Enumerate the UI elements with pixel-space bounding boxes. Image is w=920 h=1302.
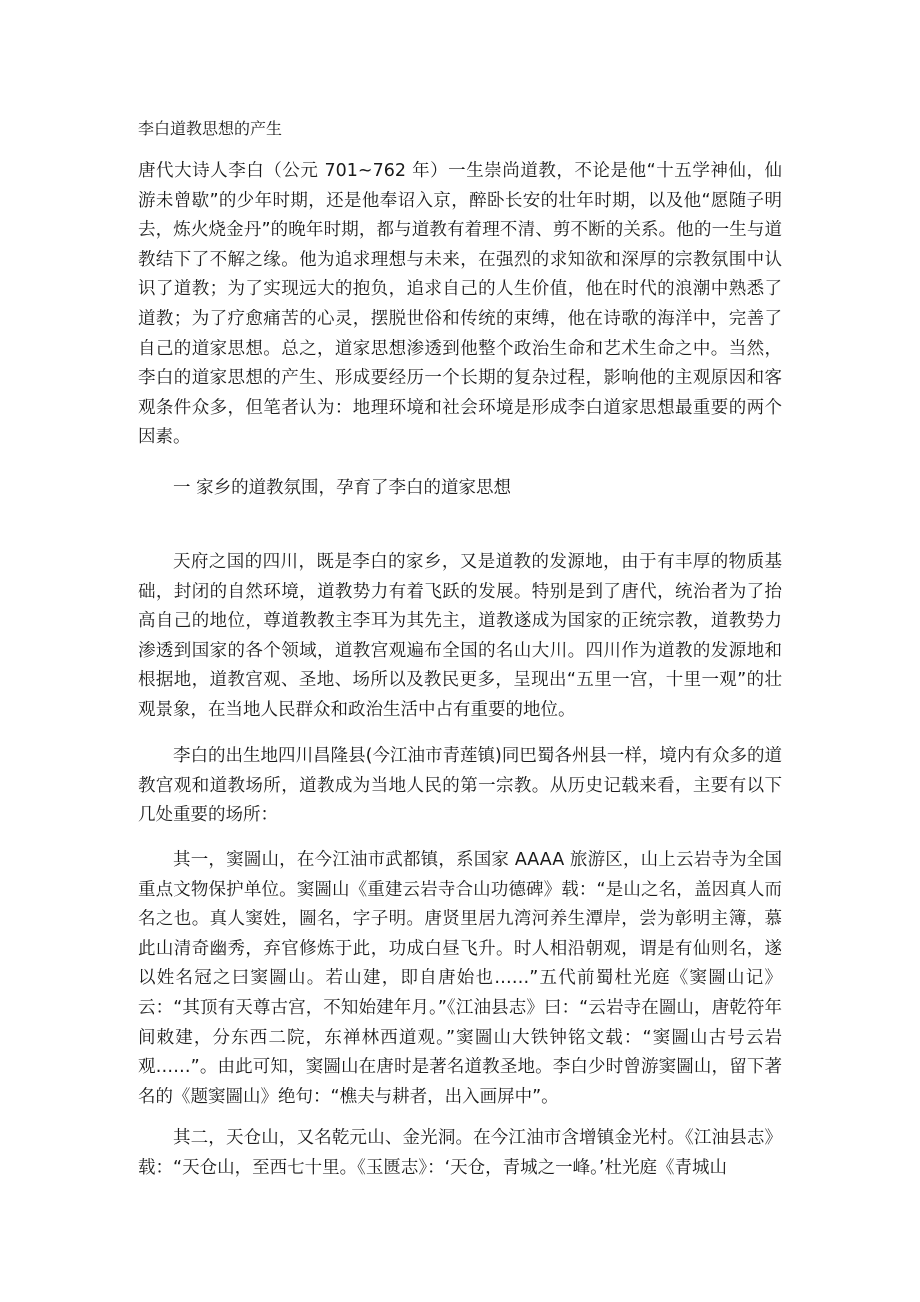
section-heading: 一 家乡的道教氛围，孕育了李白的道家思想 [173,478,512,498]
body-paragraph-4: 其二，天仓山，又名乾元山、金光洞。在今江油市含增镇金光村。《江油县志》载：“天仓山，至西七十里。《玉匮志》：‘天仓，青城之一峰。’杜光庭《青城山 [138,1128,782,1178]
body-paragraph-2: 李白的出生地四川昌隆县(今江油市青莲镇)同巴蜀各州县一样，境内有众多的道教宫观和道教场所，道教成为当地人民的第一宗教。从历史记载来看，主要有以下几处重要的场所： [138,746,782,826]
document-title: 李白道教思想的产生 [138,119,283,138]
intro-paragraph: 唐代大诗人李白（公元 701~762 年）一生崇尚道教，不论是他“十五学神仙，仙游未曾歇”的少年时期，还是他奉诏入京，醉卧长安的壮年时期，以及他“愿随子明去，炼火烧金丹”的晚年时期，都与道教有着理不清、剪不断的关系。他的一生与道教结下了不解之缘。他为追求理想与未来，在强烈的求知欲和深厚的宗教氛围中认识了道教；为了实现远大的抱负，追求自己的人生价值，他在时代的浪潮中熟悉了道教；为了疗愈痛苦的心灵，摆脱世俗和传统的束缚，他在诗歌的海洋中，完善了自己的道家思想。总之，道家思想渗透到他整个政治生命和艺术生命之中。当然，李白的道家思想的产生、形成要经历一个长期的复杂过程，影响他的主观原因和客观条件众多，但笔者认为：地理环境和社会环境是形成李白道家思想最重要的两个因素。 [138,161,782,448]
body-paragraph-3: 其一，窦圌山，在今江油市武都镇，系国家 AAAA 旅游区，山上云岩寺为全国重点文物保护单位。窦圌山《重建云岩寺合山功德碑》载：“是山之名，盖因真人而名之也。真人窦姓，圌名，字子明。唐贤里居九湾河养生潭岸，尝为彰明主簿，慕此山清奇幽秀，弃官修炼于此，功成白昼飞升。时人相沿朝观，谓是有仙则名，遂以姓名冠之曰窦圌山。若山建，即自唐始也……”五代前蜀杜光庭《窦圌山记》云：“其顶有天尊古宫，不知始建年月。”《江油县志》曰：“云岩寺在圌山，唐乾符年间敕建，分东西二院，东禅林西道观。”窦圌山大铁钟铭文载：“窦圌山古号云岩观……”。由此可知，窦圌山在唐时是著名道教圣地。李白少时曾游窦圌山，留下著名的《题窦圌山》绝句：“樵夫与耕者，出入画屏中”。 [138,850,782,1107]
body-paragraph-1: 天府之国的四川，既是李白的家乡，又是道教的发源地，由于有丰厚的物质基础，封闭的自然环境，道教势力有着飞跃的发展。特别是到了唐代，统治者为了抬高自己的地位，尊道教教主李耳为其先主，道教遂成为国家的正统宗教，道教势力渗透到国家的各个领域，道教宫观遍布全国的名山大川。四川作为道教的发源地和根据地，道教宫观、圣地、场所以及教民更多，呈现出“五里一宫，十里一观”的壮观景象，在当地人民群众和政治生活中占有重要的地位。 [138,552,782,720]
